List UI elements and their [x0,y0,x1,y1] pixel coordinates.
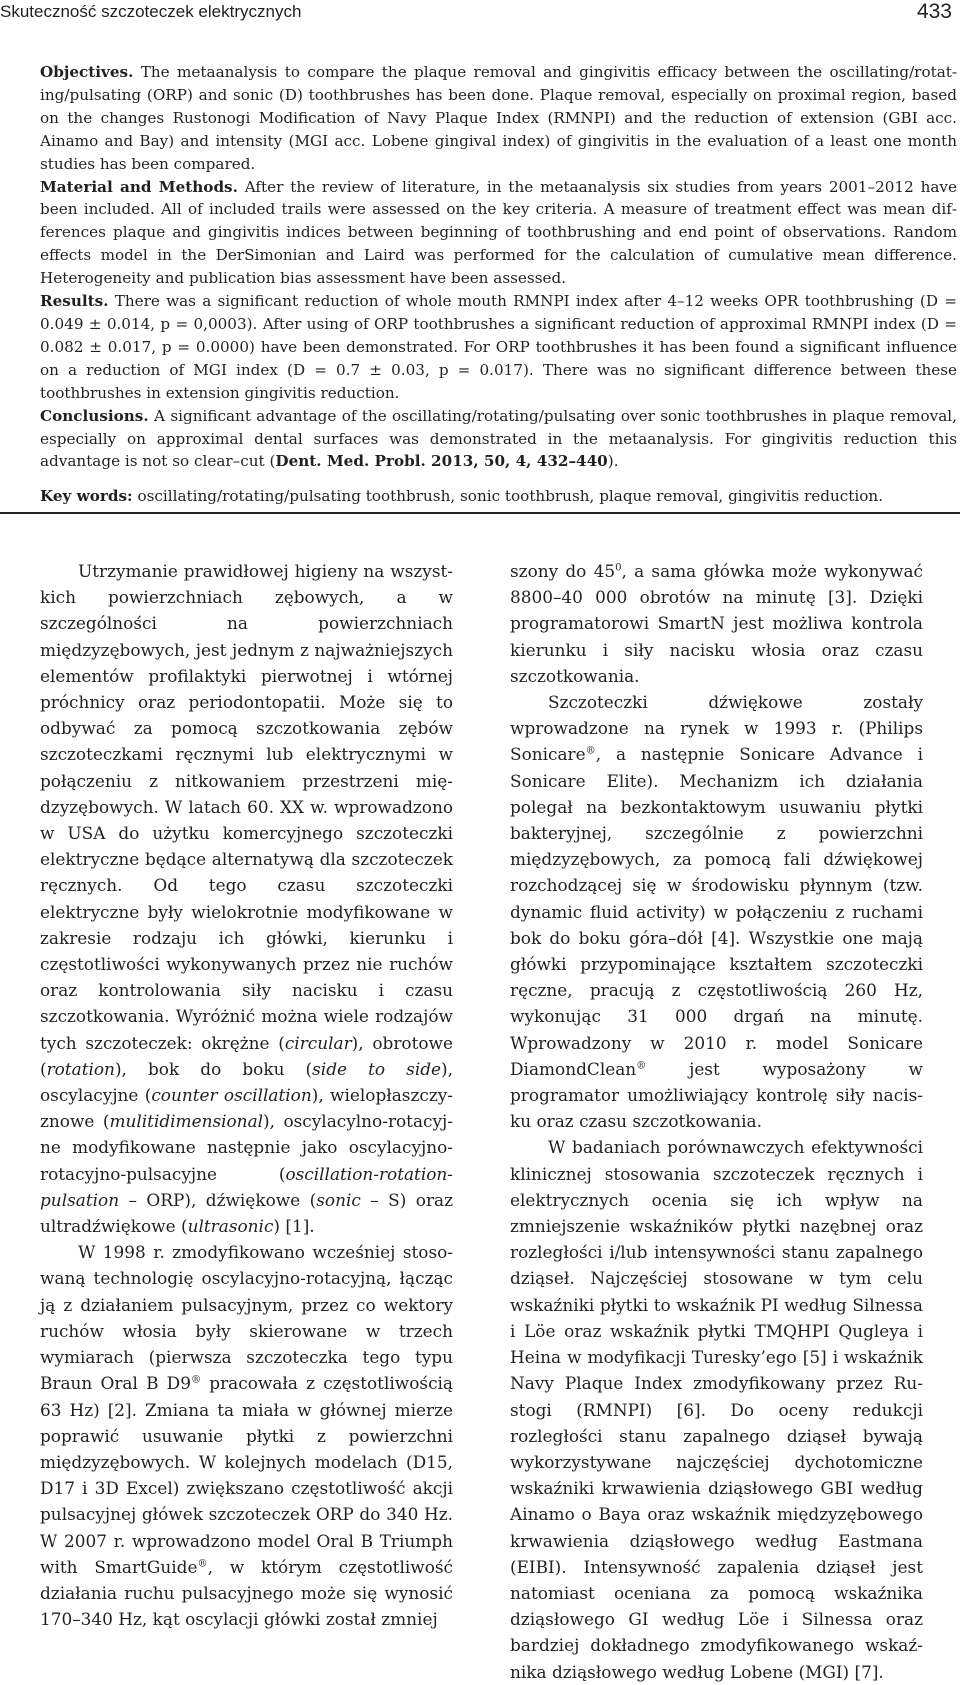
registered-mark: ® [636,1060,647,1072]
right-column [510,558,923,1685]
term-ultrasonic: ultrasonic [187,1216,274,1237]
results-text: There was a significant reduction of whole mouth RMNPI index after 4–12 weeks OPR toothbrushing (D = 0.049 ± 0.014, p = 0,0003). After using of ORP toothbrushes a significant reduction of approximal RMNPI index (D = 0.082 ± 0.017, p = 0.0000) have been demonstrated. For ORP toothbrushes it has been found a significant influence on a reduction of MGI index (D = 0.7 ± 0.03, p = 0.017). There was no significant difference between these toothbrushes in extension gingivitis reduction. [40,292,957,402]
text-run: szony do 45 [510,561,616,581]
conclusions-label: Conclusions. [40,406,149,425]
abstract-keywords [40,485,957,508]
methods-label: Material and Methods. [40,177,238,196]
term-sonic: sonic [316,1189,361,1210]
citation-end: ). [607,452,619,471]
term-multidimensional: mulitidimensional [109,1111,264,1132]
right-paragraph-2 [510,689,923,1134]
registered-mark: ® [585,745,596,757]
right-paragraph-3: W badaniach porównawczych efektywności klinicznej stosowania szczoteczek ręcznych i elektrycznych ocenia się ich wpływ na zmniejszenie wskaźników płytki nazębnej oraz rozległości i/lub intensywności stanu zapalnego dziąseł. Najczęściej stosowane w tym celu wskaźniki płytki to wskaźnik PI według Silnessa i Löe oraz wskaźnik płytki TMQHPI Qugleya i Heina w modyfikacji Turesky’ego [5] i wskaźnik Navy Plaque Index zmodyfikowany przez Rustogi (RMNPI) [6]. Do oceny redukcji rozległości stanu zapalnego dziąseł bywają wykorzystywane najczęściej dychotomiczne wskaźniki krwawienia dziąsłowego GBI według Ainamo o Baya oraz wskaźnik międzyzębowego krwawienia dziąsłowego według Eastmana (EIBI). Intensywność zapalenia dziąseł jest natomiast oceniana za pomocą wskaźnika dziąsłowego GI według Löe i Silnessa oraz bardziej dokładnego zmodyfikowanego wskaźnika dziąsłowego według Lobene (MGI) [7]. [510,1137,923,1682]
section-divider [0,512,960,514]
citation: Dent. Med. Probl. 2013, 50, 4, 432–440 [275,452,608,471]
text-run: ), bok do boku ( [114,1058,313,1079]
term-rotation: rotation [46,1058,115,1079]
objectives-label: Objectives. [40,63,134,81]
running-title: Skuteczność szczoteczek elektrycznych [0,2,302,21]
term-side-to-side: side to side [312,1058,442,1079]
conclusions-text: A significant advantage of the oscillating/rotating/pulsating over sonic toothbrushes in plaque removal, especially on approximal dental surfaces was demonstrated in the metaanalysis. For gingivitis reduction this advantage is not so clear–cut ( [40,406,957,471]
right-paragraph-1 [510,558,923,689]
term-orp: oscillation-rotation-pulsation [40,1163,453,1210]
left-paragraph-1 [40,558,453,1239]
text-run: jest wyposażony w programator umożliwiający kontrolę siły nacisku oraz czasu szczotkowania. [510,1058,923,1132]
abstract-objectives [40,61,957,176]
text-run: , a następnie Sonicare Advance i Sonicare Elite). Mechanizm ich działania polegał na bezkontaktowym usuwaniu płytki bakteryjnej, szczególnie z powierzchni międzyzębowych, za pomocą fali dźwiękowej rozchodzącej się w środowisku płynnym (tzw. dynamic fluid activity) w połączeniu z ruchami bok do boku góra–dół [4]. Wszystkie one mają główki przypominające kształtem szczoteczki ręczne, pracują z częstotliwością 260 Hz, wykonując 31 000 drgań na minutę. Wprowadzony w 2010 r. model Sonicare DiamondClean [510,744,923,1079]
text-run: ), obrotowe ( [40,1032,453,1079]
degree-superscript: 0 [615,562,622,574]
text-run: , w którym częstotliwość działania ruchu pulsacyjnego może się wynosić 170–340 Hz, kąt oscylacji główki został zmniej [40,1556,453,1630]
results-label: Results. [40,292,109,311]
text-run: , a sama główka może wykonywać 8800–40 000 obrotów na minutę [3]. Dzięki programatorowi SmartN jest możliwa kontrola kierunku i siły nacisku włosia oraz czasu szczotkowania. [510,561,923,686]
left-paragraph-2 [40,1239,453,1632]
text-run: pracowała z częstotliwością 63 Hz) [2]. Zmiana ta miała w głównej mierze poprawić usuwanie płytki z powierzchni międzyzębowych. W kolejnych modelach (D15, D17 i 3D Excel) zwiększano częstotliwość akcji pulsacyjnej główek szczoteczek ORP do 340 Hz. W 2007 r. wprowadzono model Oral B Triumph with SmartGuide [40,1373,454,1577]
abstract [40,61,957,508]
text-run: Szczoteczki dźwiękowe zostały wprowadzone na rynek w 1993 r. (Philips Sonicare [510,692,923,765]
keywords-text: oscillating/rotating/pulsating toothbrush, sonic toothbrush, plaque removal, gingivitis reduction. [132,487,884,506]
text-run: – S) oraz ultradźwiękowe ( [40,1189,453,1237]
term-counter-oscillation: counter oscillation [151,1085,312,1106]
left-column [40,558,453,1632]
text-run: ), oscylacyjne ( [40,1058,453,1106]
text-run: W 1998 r. zmodyfikowano wcześniej stosowaną technologię oscylacyjno-rotacyjną, łącząc ją z działaniem pulsacyjnym, przez co wektory ruchów włosia były skierowane w trzech wymiarach (pierwsza szczoteczka tego typu Braun Oral B D9 [40,1242,453,1394]
page-number: 433 [916,0,952,23]
text-run: ), oscylacylno-rotacyjne modyfikowane następnie jako oscylacyjno-rotacyjno-pulsacyjne ( [40,1111,453,1184]
abstract-conclusions [40,405,957,474]
registered-mark: ® [197,1558,208,1570]
abstract-methods [40,176,957,291]
text-run: ) [1]. [273,1216,315,1237]
objectives-text: The metaanalysis to compare the plaque removal and gingivitis efficacy between the oscillating/rotating/pulsating (ORP) and sonic (D) toothbrushes has been done. Plaque removal, especially on proximal region, based on the changes Rustonogi Modification of Navy Plaque Index (RMNPI) and the reduction of extension (GBI acc. Ainamo and Bay) and intensity (MGI acc. Lobene gingival index) of gingivitis in the evaluation of a least one month studies has been compared. [40,63,957,173]
term-circular: circular [284,1032,352,1053]
running-header [0,0,960,44]
methods-text: After the review of literature, in the metaanalysis six studies from years 2001–2012 have been included. All of included trails were assessed on the key criteria. A measure of treatment effect was mean differences plaque and gingivitis indices between beginning of toothbrushing and end point of observations. Random effects model in the DerSimonian and Laird was performed for the calculation of cumulative mean difference. Heterogeneity and publication bias assessment have been assessed. [40,177,957,288]
text-run: – ORP), dźwiękowe ( [119,1189,317,1210]
text-run: Utrzymanie prawidłowej higieny na wszystkich powierzchniach zębowych, a w szczególności na powierzchniach międzyzębowych, jest jednym z najważniejszych elementów profilaktyki pierwotnej i wtórnej próchnicy oraz periodontopatii. Może się to odbywać za pomocą szczotkowania zębów szczoteczkami ręcznymi lub elektrycznymi w połączeniu z nitkowaniem przestrzeni międzyzębowych. W latach 60. XX w. wprowadzono w USA do użytku komercyjnego szczoteczki elektryczne będące alternatywą dla szczoteczek ręcznych. Od tego czasu szczoteczki elektryczne były wielokrotnie modyfikowane w zakresie rodzaju ich główki, kierunku i częstotliwości wykonywanych przez nie ruchów oraz kontrolowania siły nacisku i czasu szczotkowania. Wyróżnić można wiele rodzajów tych szczoteczek: okrężne ( [40,561,453,1053]
abstract-results [40,290,957,405]
registered-mark: ® [190,1374,202,1386]
text-run: ), wielopłaszczyznowe ( [40,1085,453,1132]
keywords-label: Key words: [40,487,133,506]
